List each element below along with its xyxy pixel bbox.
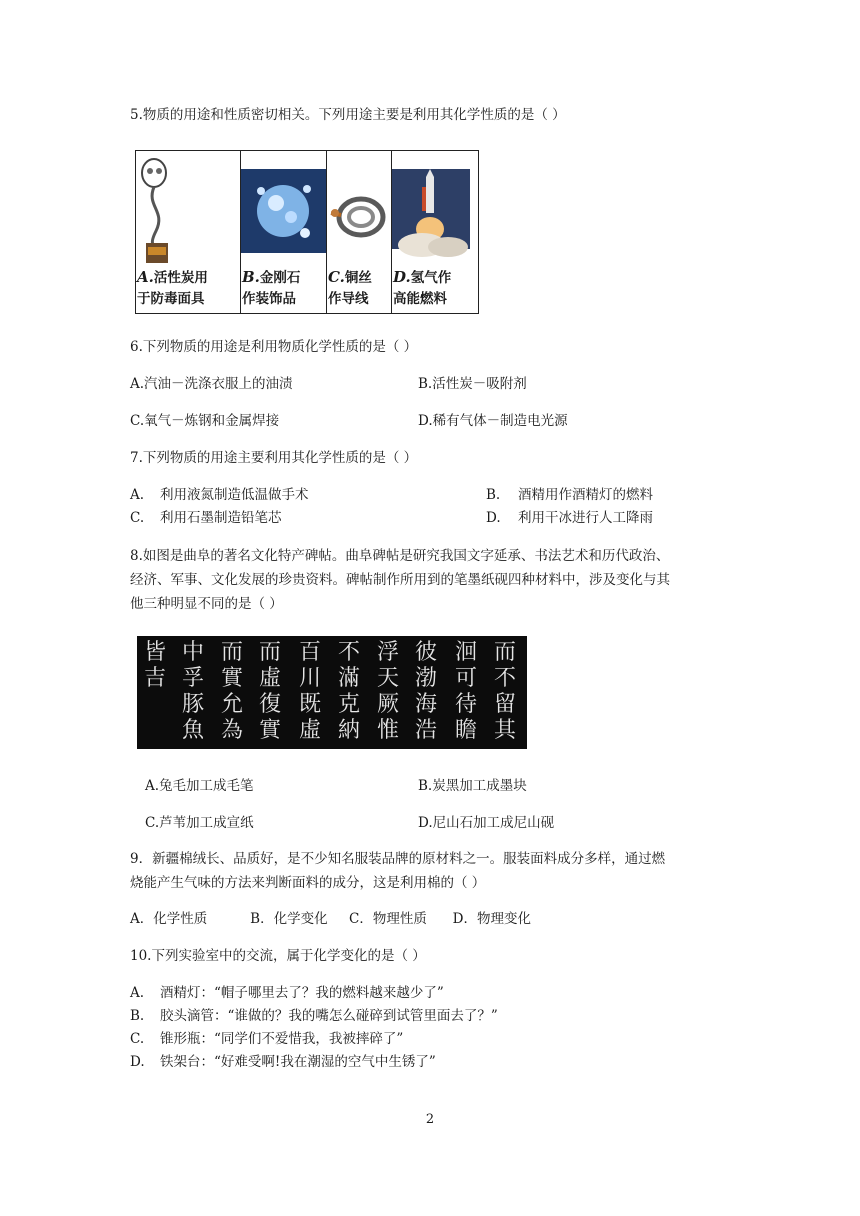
- stele-character: 皆: [143, 640, 166, 665]
- stele-character: 其: [493, 718, 516, 743]
- q7-stem: 7.下列物质的用途主要利用其化学性质的是（ ）: [130, 450, 418, 466]
- stele-character: 厥: [376, 692, 399, 717]
- stele-column: [216, 640, 248, 744]
- stele-column: [254, 640, 286, 744]
- rocket-launch-image: [392, 151, 478, 263]
- copper-wire-image: [327, 151, 391, 263]
- q7-row-1: [130, 485, 830, 505]
- stele-character: 中: [181, 640, 204, 665]
- q8-option-b: B.炭黑加工成墨块: [418, 778, 527, 794]
- q9-stem-line-1: 9．新疆棉绒长、品质好，是不少知名服装品牌的原材料之一。服装面料成分多样，通过燃: [130, 851, 666, 867]
- q7-option-c-label: C.: [130, 510, 145, 526]
- q8-stem-line-1: 8.如图是曲阜的著名文化特产碑帖。曲阜碑帖是研究我国文字延承、书法艺术和历代政治、: [130, 548, 670, 564]
- q7-option-c: 利用石墨制造铅笔芯: [160, 510, 282, 526]
- q10-option-b: 胶头滴管：“谁做的？我的嘴怎么碰碎到试管里面去了？”: [160, 1008, 498, 1024]
- q7-option-b: 酒精用作酒精灯的燃料: [518, 487, 653, 503]
- q10-option-a-label: A.: [130, 985, 145, 1001]
- q7-option-d: 利用干冰进行人工降雨: [518, 510, 653, 526]
- q7-option-a: 利用液氮制造低温做手术: [160, 487, 309, 503]
- stele-character: 惟: [376, 718, 399, 743]
- q7-row-2: [130, 508, 830, 528]
- q5-image-table: [135, 150, 479, 314]
- stele-character: 復: [258, 692, 281, 717]
- q5-caption-b: B.金刚石 作装饰品: [242, 268, 301, 307]
- stele-column: [372, 640, 404, 744]
- q6-option-d: D.稀有气体－制造电光源: [418, 413, 568, 429]
- q10-option-c-row: [130, 1029, 830, 1049]
- stele-character: 允: [220, 692, 243, 717]
- stele-character: 浩: [414, 718, 437, 743]
- gas-mask-image: [136, 151, 240, 263]
- stele-character: 既: [298, 692, 321, 717]
- q10-option-d-label: D.: [130, 1054, 145, 1070]
- stele-character: 實: [258, 718, 281, 743]
- stele-character: 百: [298, 640, 321, 665]
- stele-character: 天: [376, 666, 399, 691]
- q5-caption-a: A.活性炭用 于防毒面具: [137, 268, 208, 307]
- stele-character: 吉: [143, 666, 166, 691]
- stele-character: 為: [220, 718, 243, 743]
- q6-stem: 6.下列物质的用途是利用物质化学性质的是（ ）: [130, 339, 418, 355]
- q10-option-b-row: [130, 1006, 830, 1026]
- stele-character: 不: [337, 640, 360, 665]
- q7-option-d-label: D.: [486, 510, 501, 526]
- page-number: 2: [425, 1112, 435, 1127]
- q5-cell-b: [241, 151, 327, 313]
- q5-stem: 5.物质的用途和性质密切相关。下列用途主要是利用其化学性质的是（ ）: [130, 107, 566, 123]
- stele-character: 而: [493, 640, 516, 665]
- stele-column: [139, 640, 171, 692]
- q10-option-b-label: B.: [130, 1008, 145, 1024]
- stele-rubbing-image: [137, 636, 527, 749]
- stele-column: [450, 640, 482, 744]
- stele-column: [177, 640, 209, 744]
- q10-stem: 10.下列实验室中的交流，属于化学变化的是（ ）: [130, 948, 426, 964]
- q5-cell-a: [136, 151, 241, 313]
- stele-column: [294, 640, 326, 744]
- q8-stem-line-3: 他三种明显不同的是（ ）: [130, 596, 283, 612]
- stele-column: [333, 640, 365, 744]
- q7-option-b-label: B.: [486, 487, 501, 503]
- stele-character: 豚: [181, 692, 204, 717]
- q7-option-a-label: A.: [130, 487, 145, 503]
- stele-character: 川: [298, 666, 321, 691]
- q5-cell-c: [327, 151, 392, 313]
- q9-stem-line-2: 烧能产生气味的方法来判断面料的成分，这是利用棉的（ ）: [130, 875, 486, 891]
- stele-character: 不: [493, 666, 516, 691]
- q6-option-a: A.汽油－洗涤衣服上的油渍: [130, 376, 293, 392]
- q10-option-a: 酒精灯：“帽子哪里去了？我的燃料越来越少了”: [160, 985, 444, 1001]
- stele-character: 孚: [181, 666, 204, 691]
- q10-option-a-row: [130, 983, 830, 1003]
- stele-character: 而: [258, 640, 281, 665]
- stele-column: [489, 640, 521, 744]
- stele-character: 可: [454, 666, 477, 691]
- stele-character: 渤: [414, 666, 437, 691]
- stele-character: 彼: [414, 640, 437, 665]
- stele-character: 滿: [337, 666, 360, 691]
- q5-caption-d: D.氢气作 高能燃料: [393, 268, 452, 307]
- q6-option-c: C.氧气－炼钢和金属焊接: [130, 413, 280, 429]
- q5-cell-d: [392, 151, 478, 313]
- q8-option-a: A.兔毛加工成毛笔: [145, 778, 254, 794]
- q10-option-d: 铁架台：“好难受啊!我在潮湿的空气中生锈了”: [160, 1054, 436, 1070]
- stele-character: 虛: [258, 666, 281, 691]
- stele-character: 納: [337, 718, 360, 743]
- q8-option-d: D.尼山石加工成尼山砚: [418, 815, 555, 831]
- q9-options: A．化学性质 B．化学变化 C．物理性质 D．物理变化: [130, 911, 531, 927]
- q10-option-c-label: C.: [130, 1031, 145, 1047]
- stele-character: 待: [454, 692, 477, 717]
- q10-option-c: 锥形瓶：“同学们不爱惜我，我被摔碎了”: [160, 1031, 404, 1047]
- q8-option-c: C.芦苇加工成宣纸: [145, 815, 254, 831]
- stele-character: 洄: [454, 640, 477, 665]
- stele-character: 虛: [298, 718, 321, 743]
- stele-column: [410, 640, 442, 744]
- stele-character: 而: [220, 640, 243, 665]
- stele-character: 浮: [376, 640, 399, 665]
- stele-character: 留: [493, 692, 516, 717]
- stele-character: 海: [414, 692, 437, 717]
- q10-option-d-row: [130, 1052, 830, 1072]
- q5-caption-c: C.铜丝 作导线: [328, 268, 372, 307]
- q6-option-b: B.活性炭－吸附剂: [418, 376, 527, 392]
- stele-character: 實: [220, 666, 243, 691]
- diamond-jewelry-image: [241, 151, 326, 263]
- q8-stem-line-2: 经济、军事、文化发展的珍贵资料。碑帖制作所用到的笔墨纸砚四种材料中，涉及变化与其: [130, 572, 670, 588]
- stele-character: 魚: [181, 718, 204, 743]
- stele-character: 克: [337, 692, 360, 717]
- stele-character: 瞻: [454, 718, 477, 743]
